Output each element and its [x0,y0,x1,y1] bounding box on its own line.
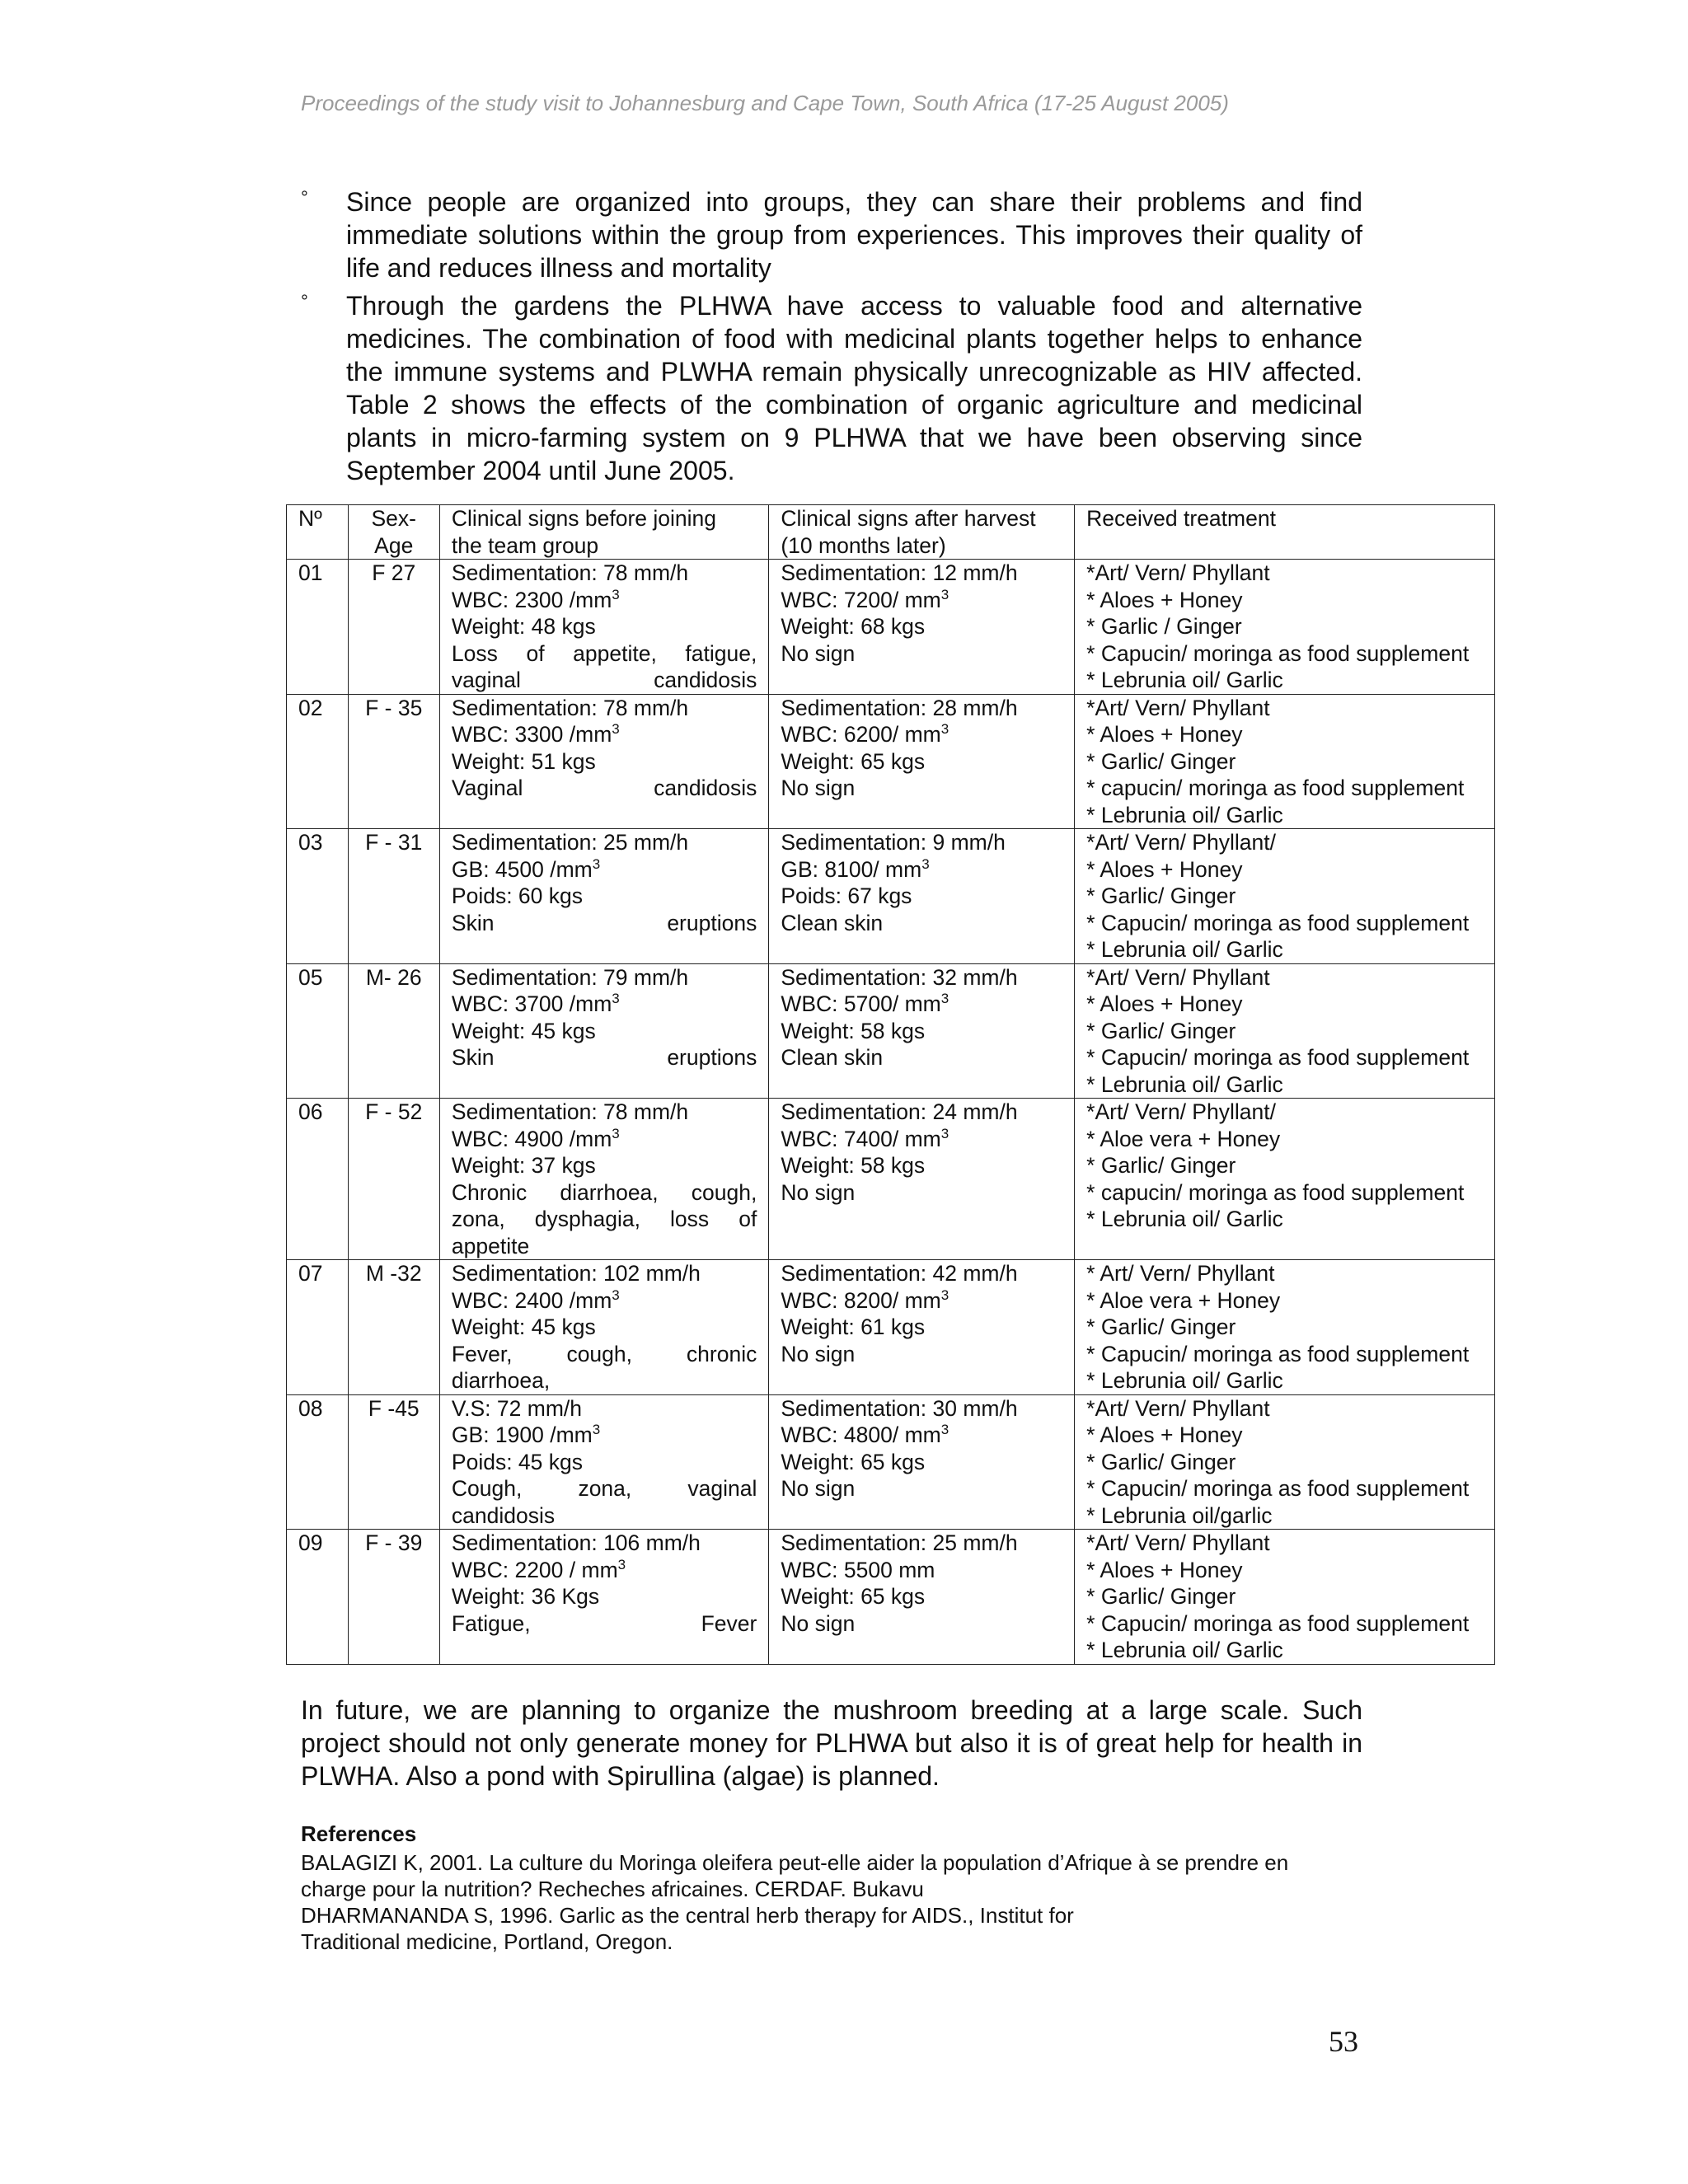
cell-no [287,694,349,829]
cell-after-text: WBC: 7400/ mm [781,1126,941,1151]
cell-treatment-text: * Aloe vera + Honey [1086,1126,1281,1151]
cell-treatment-text: *Art/ Vern/ Phyllant [1086,1395,1270,1421]
references-heading: References [301,1821,417,1846]
header-treatment [1075,505,1495,560]
table-row [287,1530,1495,1665]
cell-after-line [781,991,1062,1018]
cell-before-text: Sedimentation: 78 mm/h [451,560,689,585]
cell-before-text: Loss of appetite, fatigue, vaginal candidosis [451,640,757,692]
header-after [769,505,1075,560]
cell-before-text: WBC: 4900 /mm [451,1126,612,1151]
cell-treatment-text: * Garlic/ Ginger [1086,883,1236,908]
cell-no [287,1260,349,1395]
cell-no-text: 07 [298,1261,323,1286]
table-row [287,829,1495,964]
cell-treatment-text: * Garlic/ Ginger [1086,1153,1236,1178]
reference-line: DHARMANANDA S, 1996. Garlic as the central herb therapy for AIDS., Institut for [301,1903,1074,1928]
cell-before-text: Cough, zona, vaginal candidosis [451,1476,757,1528]
cell-no [287,1099,349,1260]
cell-no-text: 01 [298,560,323,585]
cell-after-text: Clean skin [781,1045,884,1070]
table-row [287,1099,1495,1260]
cell-treatment-text: * Lebrunia oil/ Garlic [1086,1368,1283,1393]
cell-before-text: Vaginal candidosis [451,776,757,800]
cell-before-line [452,1126,757,1153]
superscript-3: 3 [612,586,620,602]
cell-after-line [781,856,1062,883]
cell-after-text: Weight: 58 kgs [781,1018,926,1043]
superscript-3: 3 [940,586,950,602]
cell-after-text: Sedimentation: 25 mm/h [781,1530,1018,1555]
cell-before-line [452,1395,757,1422]
superscript-3: 3 [940,991,950,1007]
cell-after-text: WBC: 6200/ mm [781,722,941,747]
cell-treatment-text: * Aloes + Honey [1086,722,1243,747]
cell-no [287,1530,349,1665]
header-age-text: Age [374,532,414,558]
running-header: Proceedings of the study visit to Johannesburg and Cape Town, South Africa (17-25 August 2005) [301,91,1229,115]
cell-before-line [452,1583,757,1610]
cell-treatment-text: * Art/ Vern/ Phyllant [1086,1261,1275,1286]
cell-sex-age [348,829,439,964]
superscript-3: 3 [940,1125,950,1141]
cell-treatment-text: * Garlic/ Ginger [1086,1018,1236,1043]
cell-treatment-text: *Art/ Vern/ Phyllant [1086,695,1270,720]
cell-after-text: GB: 8100/ mm [781,856,922,882]
superscript-3: 3 [612,721,620,738]
cell-treatment-text: * Aloes + Honey [1086,1422,1243,1447]
cell-treatment-text: *Art/ Vern/ Phyllant/ [1086,1099,1276,1124]
cell-after-text: Weight: 58 kgs [781,1153,926,1178]
results-table [286,504,1495,1665]
cell-sex-age [348,1099,439,1260]
cell-after-line [781,910,1062,937]
cell-treatment-text: *Art/ Vern/ Phyllant [1086,964,1270,990]
superscript-3: 3 [940,721,950,738]
cell-after-line [781,587,1062,614]
cell-no [287,829,349,964]
page-number: 53 [1329,2025,1358,2058]
cell-after-line [781,640,1062,668]
cell-before-text: GB: 1900 /mm [451,1422,593,1447]
cell-before-text: Sedimentation: 106 mm/h [451,1530,701,1555]
cell-after-line [781,1583,1062,1610]
cell-before-line [452,695,757,722]
cell-treatment-text: * Aloes + Honey [1086,1557,1243,1582]
cell-treatment [1075,1530,1495,1665]
cell-before-line [452,1530,757,1557]
superscript-3: 3 [612,1125,620,1141]
cell-before-line [452,748,757,776]
cell-sex-age-text: F - 39 [365,1530,423,1555]
header-treatment-text: Received treatment [1086,506,1276,531]
cell-treatment-text: * Capucin/ moringa as food supplement [1086,1476,1470,1501]
cell-after [769,1394,1075,1530]
header-sex-age [348,505,439,560]
cell-treatment-text: * Lebrunia oil/ Garlic [1086,937,1283,962]
cell-treatment-text: * Capucin/ moringa as food supplement [1086,1610,1470,1636]
cell-sex-age [348,1260,439,1395]
cell-after-line [781,829,1062,856]
cell-before-line [452,1449,757,1476]
header-no [287,505,349,560]
cell-sex-age-text: M- 26 [365,964,422,990]
cell-before-text: Weight: 48 kgs [451,614,596,639]
cell-sex-age-text: F - 31 [365,830,423,855]
cell-treatment [1075,560,1495,695]
cell-before-text: WBC: 2200 / mm [451,1557,618,1582]
cell-after-line [781,1341,1062,1368]
cell-before-text: Fever, cough, chronic diarrhoea, [451,1341,757,1393]
cell-before-line [452,1475,757,1529]
cell-after-text: Weight: 65 kgs [781,1449,926,1474]
bullet-list [301,185,1362,492]
cell-after [769,560,1075,695]
cell-before-text: WBC: 3300 /mm [451,722,612,747]
cell-before [439,1260,768,1395]
cell-before [439,829,768,964]
cell-no-text: 08 [298,1395,323,1421]
cell-before-line [452,775,757,802]
header-before-text: the team group [451,532,599,558]
cell-before-line [452,1557,757,1584]
cell-before-text: V.S: 72 mm/h [451,1395,583,1421]
cell-after-line [781,1287,1062,1315]
cell-before-line [452,1152,757,1179]
cell-no-text: 05 [298,964,323,990]
cell-before-text: Skin eruptions [451,910,757,935]
superscript-3: 3 [612,991,620,1007]
table-row [287,1260,1495,1395]
cell-after-line [781,1099,1062,1126]
cell-after-text: No sign [781,1610,856,1636]
bullet-item [301,289,1362,487]
cell-no-text: 06 [298,1099,323,1124]
cell-before-text: Weight: 36 Kgs [451,1584,600,1609]
cell-after-text: Sedimentation: 12 mm/h [781,560,1018,585]
cell-treatment [1075,1099,1495,1260]
cell-after-text: WBC: 5700/ mm [781,991,941,1016]
cell-after [769,963,1075,1099]
cell-sex-age-text: F - 52 [365,1099,423,1124]
reference-line: BALAGIZI K, 2001. La culture du Moringa oleifera peut-elle aider la population d’Afrique à se prendre en [301,1850,1289,1875]
cell-after-line [781,1422,1062,1449]
cell-sex-age [348,963,439,1099]
cell-before-text: Sedimentation: 78 mm/h [451,695,689,720]
cell-before-line [452,613,757,640]
cell-after-line [781,1314,1062,1341]
cell-after [769,1099,1075,1260]
cell-before-text: Sedimentation: 79 mm/h [451,964,689,990]
cell-after-text: Weight: 65 kgs [781,748,926,774]
cell-before-line [452,587,757,614]
cell-after-text: WBC: 5500 mm [781,1557,935,1582]
bullet-item [301,185,1362,284]
cell-treatment-text: * Capucin/ moringa as food supplement [1086,640,1470,666]
table-row [287,963,1495,1099]
cell-after-line [781,1610,1062,1638]
cell-before-line [452,1044,757,1071]
cell-after-line [781,1260,1062,1287]
future-plans-paragraph: In future, we are planning to organize the mushroom breeding at a large scale. Such project should not only generate money for PLHWA but also it is of great help for health in PLWHA. Also a pond with Spirullina (algae) is planned. [301,1695,1362,1791]
cell-after-line [781,1179,1062,1207]
cell-before-text: Weight: 51 kgs [451,748,596,774]
cell-before-line [452,640,757,694]
cell-after [769,1530,1075,1665]
cell-treatment-text: * Lebrunia oil/ Garlic [1086,1638,1283,1662]
cell-treatment-text: * Garlic/ Ginger [1086,748,1236,774]
header-after-text: (10 months later) [781,532,946,558]
table-row [287,694,1495,829]
cell-before-line [452,910,757,937]
cell-treatment [1075,1394,1495,1530]
cell-before-text: Poids: 45 kgs [451,1449,583,1474]
superscript-3: 3 [940,1286,950,1303]
table-row [287,1394,1495,1530]
cell-before-text: Weight: 37 kgs [451,1153,596,1178]
cell-no-text: 03 [298,830,323,855]
cell-before [439,1394,768,1530]
superscript-3: 3 [921,855,930,872]
cell-treatment-text: * capucin/ moringa as food supplement [1086,1179,1465,1205]
cell-treatment-text: * Lebrunia oil/ Garlic [1086,1071,1283,1097]
cell-before [439,1530,768,1665]
cell-no [287,963,349,1099]
cell-after-text: Sedimentation: 42 mm/h [781,1261,1018,1286]
cell-before-text: Weight: 45 kgs [451,1315,596,1339]
cell-treatment [1075,963,1495,1099]
cell-after-text: Sedimentation: 30 mm/h [781,1395,1018,1421]
cell-after-text: Weight: 65 kgs [781,1584,926,1609]
cell-after-text: No sign [781,1476,856,1501]
cell-after-text: Sedimentation: 32 mm/h [781,964,1018,990]
cell-after-line [781,695,1062,722]
cell-before-line [452,1018,757,1045]
superscript-3: 3 [940,1422,950,1438]
cell-after-text: Sedimentation: 9 mm/h [781,830,1006,855]
reference-line: Traditional medicine, Portland, Oregon. [301,1929,673,1954]
cell-after-text: No sign [781,640,856,666]
cell-before-line [452,991,757,1018]
cell-before-line [452,883,757,910]
superscript-3: 3 [592,1422,601,1438]
cell-treatment-text: * Lebrunia oil/ Garlic [1086,1207,1283,1231]
superscript-3: 3 [592,855,601,872]
cell-treatment-text: * Lebrunia oil/ Garlic [1086,668,1283,692]
cell-after [769,694,1075,829]
cell-treatment-text: * capucin/ moringa as food supplement [1086,776,1465,800]
cell-before-text: Skin eruptions [451,1045,757,1070]
cell-before-text: WBC: 3700 /mm [451,991,612,1016]
cell-treatment-text: * Aloe vera + Honey [1086,1287,1281,1313]
cell-treatment-text: * Aloes + Honey [1086,856,1243,882]
cell-after-text: WBC: 7200/ mm [781,587,941,612]
cell-before-text: Fatigue, Fever [451,1610,757,1636]
cell-after-text: Sedimentation: 28 mm/h [781,695,1018,720]
cell-treatment [1075,694,1495,829]
header-sex-text: Sex- [371,506,416,531]
cell-treatment-text: * Aloes + Honey [1086,587,1243,612]
cell-treatment-text: * Capucin/ moringa as food supplement [1086,910,1470,935]
cell-after-text: Clean skin [781,910,884,935]
cell-treatment-text: * Aloes + Honey [1086,991,1243,1016]
cell-sex-age-text: F -45 [368,1395,420,1421]
cell-after-line [781,964,1062,991]
reference-line: charge pour la nutrition? Recheches africaines. CERDAF. Bukavu [301,1877,924,1901]
cell-before-line [452,1314,757,1341]
bullet-text: Since people are organized into groups, they can share their problems and find immediate solutions within the group from experiences. This improves their quality of life and reduces illness and mortality [346,187,1362,283]
cell-treatment-text: * Garlic/ Ginger [1086,1449,1236,1474]
cell-after-text: Sedimentation: 24 mm/h [781,1099,1018,1124]
cell-after-text: Weight: 68 kgs [781,614,926,639]
cell-sex-age-text: F 27 [372,560,416,585]
cell-sex-age [348,1530,439,1665]
cell-sex-age [348,560,439,695]
cell-treatment-text: * Garlic/ Ginger [1086,1584,1236,1609]
cell-sex-age-text: M -32 [365,1261,422,1286]
cell-after-line [781,775,1062,802]
cell-before-text: Sedimentation: 25 mm/h [451,830,689,855]
cell-before-text: Chronic diarrhoea, cough, zona, dysphagia, loss of appetite [451,1179,757,1258]
cell-before-text: Poids: 60 kgs [451,883,583,908]
cell-before-line [452,1341,757,1394]
cell-treatment-text: * Lebrunia oil/garlic [1086,1502,1273,1528]
cell-after-text: WBC: 4800/ mm [781,1422,941,1447]
cell-before-text: Sedimentation: 78 mm/h [451,1099,689,1124]
cell-treatment-text: * Capucin/ moringa as food supplement [1086,1341,1470,1366]
cell-after-line [781,1044,1062,1071]
cell-after-line [781,721,1062,748]
cell-after [769,829,1075,964]
cell-before-line [452,721,757,748]
table-header-row [287,505,1495,560]
cell-after-text: Poids: 67 kgs [781,883,912,908]
cell-after-line [781,613,1062,640]
cell-after-text: No sign [781,1341,856,1366]
references-list [301,1849,1372,1955]
cell-after-line [781,1152,1062,1179]
cell-after-text: Weight: 61 kgs [781,1315,926,1339]
cell-sex-age [348,1394,439,1530]
cell-after-line [781,1449,1062,1476]
header-no-text: Nº [298,506,322,531]
superscript-3: 3 [617,1556,626,1572]
cell-after-line [781,1530,1062,1557]
cell-no-text: 09 [298,1530,323,1555]
cell-after-line [781,748,1062,776]
cell-sex-age [348,694,439,829]
cell-after [769,1260,1075,1395]
cell-treatment [1075,1260,1495,1395]
cell-before [439,963,768,1099]
cell-no [287,1394,349,1530]
cell-after-text: No sign [781,1179,856,1205]
cell-before-text: WBC: 2400 /mm [451,1287,612,1313]
bullet-text: Through the gardens the PLHWA have access to valuable food and alternative medicines. The combination of food with medicinal plants together helps to enhance the immune systems and PLWHA remain physically unrecognizable as HIV affected. Table 2 shows the effects of the combination of organic agriculture and medicinal plants in micro-farming system on 9 PLHWA that we have been observing since September 2004 until June 2005. [346,291,1362,485]
cell-treatment-text: *Art/ Vern/ Phyllant/ [1086,830,1276,855]
cell-before-line [452,1260,757,1287]
cell-no-text: 02 [298,695,323,720]
cell-before-line [452,1610,757,1638]
cell-after-line [781,560,1062,587]
cell-before-line [452,856,757,883]
cell-after-line [781,1018,1062,1045]
cell-after-line [781,1395,1062,1422]
cell-before-text: Sedimentation: 102 mm/h [451,1261,701,1286]
cell-treatment-text: *Art/ Vern/ Phyllant [1086,1530,1270,1555]
cell-before-text: Weight: 45 kgs [451,1018,596,1043]
cell-before-line [452,1099,757,1126]
cell-before-line [452,1287,757,1315]
cell-after-text: No sign [781,776,856,800]
cell-after-line [781,883,1062,910]
cell-treatment-text: * Garlic / Ginger [1086,614,1242,639]
cell-before [439,1099,768,1260]
cell-treatment-text: * Garlic/ Ginger [1086,1315,1236,1339]
cell-after-line [781,1557,1062,1584]
cell-no [287,560,349,695]
cell-treatment-text: * Capucin/ moringa as food supplement [1086,1045,1470,1070]
cell-before-text: WBC: 2300 /mm [451,587,612,612]
cell-before [439,694,768,829]
header-before-text: Clinical signs before joining [451,506,717,531]
cell-before [439,560,768,695]
cell-after-text: WBC: 8200/ mm [781,1287,941,1313]
superscript-3: 3 [612,1286,620,1303]
cell-before-line [452,829,757,856]
header-before [439,505,768,560]
bullet-mark: ° [301,291,308,312]
cell-treatment-text: * Lebrunia oil/ Garlic [1086,802,1283,827]
cell-before-line [452,1422,757,1449]
cell-before-line [452,1179,757,1260]
cell-treatment-text: *Art/ Vern/ Phyllant [1086,560,1270,585]
cell-before-line [452,560,757,587]
cell-before-line [452,964,757,991]
cell-treatment [1075,829,1495,964]
cell-after-line [781,1475,1062,1502]
header-after-text: Clinical signs after harvest [781,506,1036,531]
table-row [287,560,1495,695]
cell-before-text: GB: 4500 /mm [451,856,593,882]
bullet-mark: ° [301,187,308,208]
cell-after-line [781,1126,1062,1153]
cell-sex-age-text: F - 35 [365,695,423,720]
